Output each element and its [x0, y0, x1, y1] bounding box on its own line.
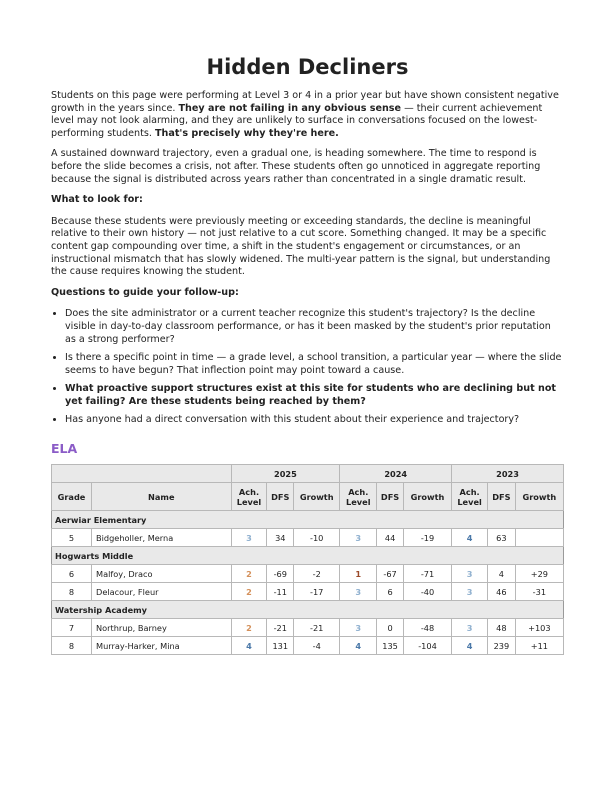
question-item: • Does the site administrator or a current teacher recognize this student's trajectory? Is the decline visible in day-to-day classroom performance, or has it been masked by the student's prior reputation as a strong performer? [65, 308, 564, 346]
cell-growth [515, 529, 563, 547]
cell-dfs: 239 [488, 637, 516, 655]
table-row [52, 529, 564, 547]
cell-dfs: 0 [377, 619, 404, 637]
cell-growth: +103 [515, 619, 563, 637]
table-row [52, 565, 564, 583]
cell-ach-level: 2 [231, 583, 267, 601]
intro-text-2: — their current achievement level may not look alarming, and they are unlikely to surface in conversations focused on the lowest-performing students. [51, 102, 543, 139]
col-header-growth: Growth [515, 483, 563, 511]
ela-table [51, 464, 564, 655]
school-row [52, 547, 564, 565]
cell-ach-level: 3 [340, 583, 377, 601]
cell-growth: +11 [515, 637, 563, 655]
cell-dfs: 131 [267, 637, 294, 655]
cell-ach-level: 4 [452, 637, 488, 655]
col-header-dfs: DFS [377, 483, 404, 511]
year-header: 2024 [340, 465, 452, 483]
cell-growth: -21 [294, 619, 340, 637]
cell-ach-level: 3 [340, 529, 377, 547]
what-to-look-for-heading: What to look for: [51, 194, 143, 206]
cell-ach-level: 1 [340, 565, 377, 583]
cell-dfs: 6 [377, 583, 404, 601]
col-header-growth: Growth [294, 483, 340, 511]
body-text [51, 90, 564, 427]
cell-dfs: 46 [488, 583, 516, 601]
trajectory-paragraph: A sustained downward trajectory, even a gradual one, is heading somewhere. The time to respond is before the slide becomes a crisis, not after. These students often go unnoticed in aggregate reporting because the signal is distributed across years rather than concentrated in a single dramatic result. [51, 148, 541, 185]
col-header-grade: Grade [52, 483, 92, 511]
cell-ach-level: 4 [231, 637, 267, 655]
intro-text-1: Students on this page were performing at Level 3 or 4 in a prior year but have shown consistent negative growth in the years since. [51, 90, 559, 114]
header-blank [52, 465, 232, 483]
table-row [52, 637, 564, 655]
cell-growth: -31 [515, 583, 563, 601]
section-title-ela: ELA [51, 441, 78, 457]
cell-growth: -71 [403, 565, 451, 583]
cell-dfs: 34 [267, 529, 294, 547]
cell-dfs: 44 [377, 529, 404, 547]
page-title: Hidden Decliners [206, 55, 409, 79]
questions-list [51, 308, 564, 427]
cell-ach-level: 3 [231, 529, 267, 547]
cell-name: Delacour, Fleur [92, 583, 232, 601]
cell-grade: 8 [52, 637, 92, 655]
cell-ach-level: 2 [231, 565, 267, 583]
school-name: Aerwiar Elementary [52, 511, 564, 529]
col-header-name: Name [92, 483, 232, 511]
cell-ach-level: 3 [452, 619, 488, 637]
cell-grade: 7 [52, 619, 92, 637]
intro-emphasis-1: They are not failing in any obvious sense [178, 102, 402, 114]
look-for-paragraph: Because these students were previously meeting or exceeding standards, the decline is meaningful relative to their own history — not just relative to a cut score. Something changed. It may be a specific content gap compounding over time, a shift in the student's engagement or circumstances, or an instructional mismatch that has slowly widened. The multi-year pattern is the signal, but understanding the cause requires knowing the student. [51, 215, 551, 278]
cell-growth: -2 [294, 565, 340, 583]
school-name: Watership Academy [52, 601, 564, 619]
column-header-row [52, 483, 564, 511]
cell-name: Malfoy, Draco [92, 565, 232, 583]
table-row [52, 619, 564, 637]
cell-ach-level: 3 [452, 583, 488, 601]
cell-dfs: 135 [377, 637, 404, 655]
cell-dfs: -21 [267, 619, 294, 637]
cell-ach-level: 3 [340, 619, 377, 637]
col-header-dfs: DFS [267, 483, 294, 511]
cell-growth: -10 [294, 529, 340, 547]
cell-growth: -104 [403, 637, 451, 655]
col-header-ach: Ach. Level [452, 483, 488, 511]
cell-name: Northrup, Barney [92, 619, 232, 637]
cell-grade: 6 [52, 565, 92, 583]
cell-growth: -19 [403, 529, 451, 547]
cell-growth: -48 [403, 619, 451, 637]
cell-dfs: 63 [488, 529, 516, 547]
col-header-ach: Ach. Level [340, 483, 377, 511]
cell-grade: 5 [52, 529, 92, 547]
cell-ach-level: 3 [452, 565, 488, 583]
cell-growth: -4 [294, 637, 340, 655]
cell-dfs: -67 [377, 565, 404, 583]
col-header-dfs: DFS [488, 483, 516, 511]
cell-name: Murray-Harker, Mina [92, 637, 232, 655]
cell-growth: -40 [403, 583, 451, 601]
cell-dfs: -69 [267, 565, 294, 583]
intro-emphasis-2: That's precisely why they're here. [154, 127, 339, 139]
question-item: • Has anyone had a direct conversation with this student about their experience and trajectory? [65, 414, 564, 427]
question-item: • Is there a specific point in time — a grade level, a school transition, a particular year — where the slide seems to have begun? That inflection point may point toward a cause. [65, 352, 564, 377]
col-header-growth: Growth [403, 483, 451, 511]
cell-ach-level: 4 [452, 529, 488, 547]
year-header: 2025 [231, 465, 340, 483]
cell-growth: -17 [294, 583, 340, 601]
cell-ach-level: 2 [231, 619, 267, 637]
school-row [52, 601, 564, 619]
question-item: • What proactive support structures exist at this site for students who are declining but not yet failing? Are these students being reached by them? [65, 383, 564, 408]
table-row [52, 583, 564, 601]
cell-dfs: 48 [488, 619, 516, 637]
col-header-ach: Ach. Level [231, 483, 267, 511]
questions-heading: Questions to guide your follow-up: [51, 286, 239, 298]
intro-paragraph [51, 90, 564, 140]
cell-ach-level: 4 [340, 637, 377, 655]
cell-growth: +29 [515, 565, 563, 583]
year-header-row [52, 465, 564, 483]
cell-dfs: 4 [488, 565, 516, 583]
cell-dfs: -11 [267, 583, 294, 601]
cell-grade: 8 [52, 583, 92, 601]
year-header: 2023 [452, 465, 564, 483]
school-row [52, 511, 564, 529]
cell-name: Bidgeholler, Merna [92, 529, 232, 547]
school-name: Hogwarts Middle [52, 547, 564, 565]
